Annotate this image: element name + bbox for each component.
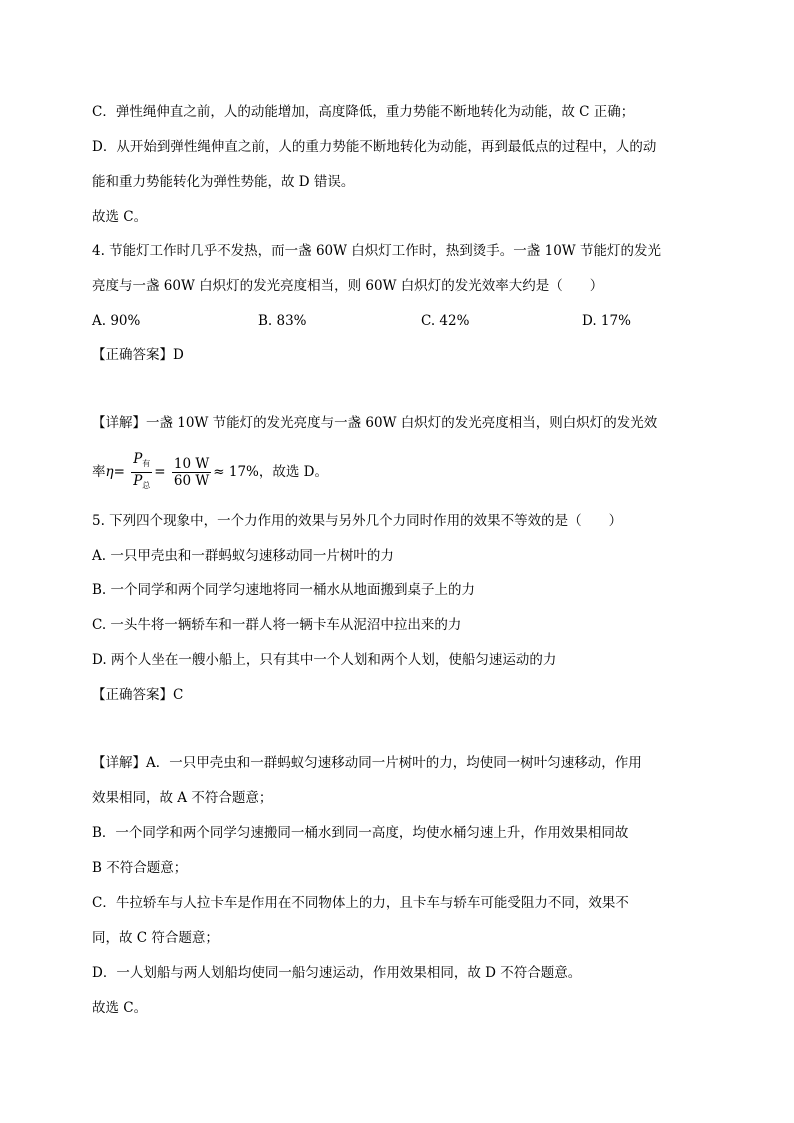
q4-option-c: C. 42% — [421, 313, 470, 329]
q3-option-c-explanation: C．弹性绳伸直之前，人的动能增加，高度降低，重力势能不断地转化为动能，故 C 正确； — [92, 104, 635, 120]
q5-conclusion: 故选 C。 — [92, 1000, 148, 1016]
q5-detail-b-line1: B．一个同学和两个同学匀速搬同一桶水到同一高度，均使水桶匀速上升，作用效果相同故 — [92, 825, 629, 841]
q5-detail-d: D．一人划船与两人划船均使同一船匀速运动，作用效果相同，故 D 不符合题意。 — [92, 965, 582, 981]
formula-denominator: 60 W — [173, 473, 210, 489]
q5-detail-a-line2: 效果相同，故 A 不符合题意； — [92, 790, 273, 806]
q4-option-b: B. 83% — [258, 313, 307, 329]
formula-p-useful-sub: 有 — [142, 459, 151, 468]
q5-option-a: A. 一只甲壳虫和一群蚂蚁匀速移动同一片树叶的力 — [92, 548, 394, 564]
q4-efficiency-formula — [92, 444, 328, 500]
q3-option-d-explanation-line2: 能和重力势能转化为弹性势能，故 D 错误。 — [92, 174, 355, 190]
formula-p-useful: P — [133, 451, 143, 467]
q5-option-d: D. 两个人坐在一艘小船上，只有其中一个人划和两个人划，使船匀速运动的力 — [92, 652, 557, 668]
formula-power-ratio — [131, 451, 152, 494]
q5-detail-a-line1: 【详解】A．一只甲壳虫和一群蚂蚁匀速移动同一片树叶的力，均使同一树叶匀速移动，作用 — [92, 755, 642, 771]
q5-option-b: B. 一个同学和两个同学匀速地将同一桶水从地面搬到桌子上的力 — [92, 582, 476, 598]
q4-option-d: D. 17% — [582, 313, 631, 329]
q4-stem-line1: 4. 节能灯工作时几乎不发热，而一盏 60W 白炽灯工作时，热到烫手。一盏 10W 节能灯的发光 — [92, 243, 661, 259]
q5-correct-answer: 【正确答案】C — [92, 687, 184, 703]
q4-stem-line2: 亮度与一盏 60W 白炽灯的发光亮度相当，则 60W 白炽灯的发光效率大约是（ ） — [92, 278, 604, 294]
formula-equals-2: = — [154, 464, 166, 480]
q5-detail-b-line2: B 不符合题意； — [92, 860, 188, 876]
q3-option-d-explanation-line1: D．从开始到弹性绳伸直之前，人的重力势能不断地转化为动能，再到最低点的过程中，人的动 — [92, 139, 657, 155]
q5-detail-c-line1: C．牛拉轿车与人拉卡车是作用在不同物体上的力，且卡车与轿车可能受阻力不同，效果不 — [92, 895, 629, 911]
formula-equals-1: = — [113, 464, 125, 480]
formula-p-total-sub: 总 — [142, 481, 151, 490]
formula-approx: ≈ 17% — [213, 464, 259, 480]
formula-p-total: P — [133, 473, 143, 489]
formula-prefix: 率 — [92, 464, 106, 480]
q5-stem: 5. 下列四个现象中，一个力作用的效果与另外几个力同时作用的效果不等效的是（ ） — [92, 513, 623, 529]
q5-option-c: C. 一头牛将一辆轿车和一群人将一辆卡车从泥沼中拉出来的力 — [92, 617, 462, 633]
q3-conclusion: 故选 C。 — [92, 209, 148, 225]
q4-correct-answer: 【正确答案】D — [92, 347, 184, 363]
formula-wattage-ratio — [172, 456, 211, 489]
q4-detail-line1: 【详解】一盏 10W 节能灯的发光亮度与一盏 60W 白炽灯的发光亮度相当，则白炽灯的发光效 — [92, 415, 658, 431]
formula-numerator: 10 W — [173, 456, 210, 472]
formula-eta: η — [105, 464, 114, 480]
q5-detail-c-line2: 同，故 C 符合题意； — [92, 930, 219, 946]
q4-option-a: A. 90% — [92, 313, 141, 329]
formula-suffix: ，故选 D。 — [258, 464, 328, 480]
